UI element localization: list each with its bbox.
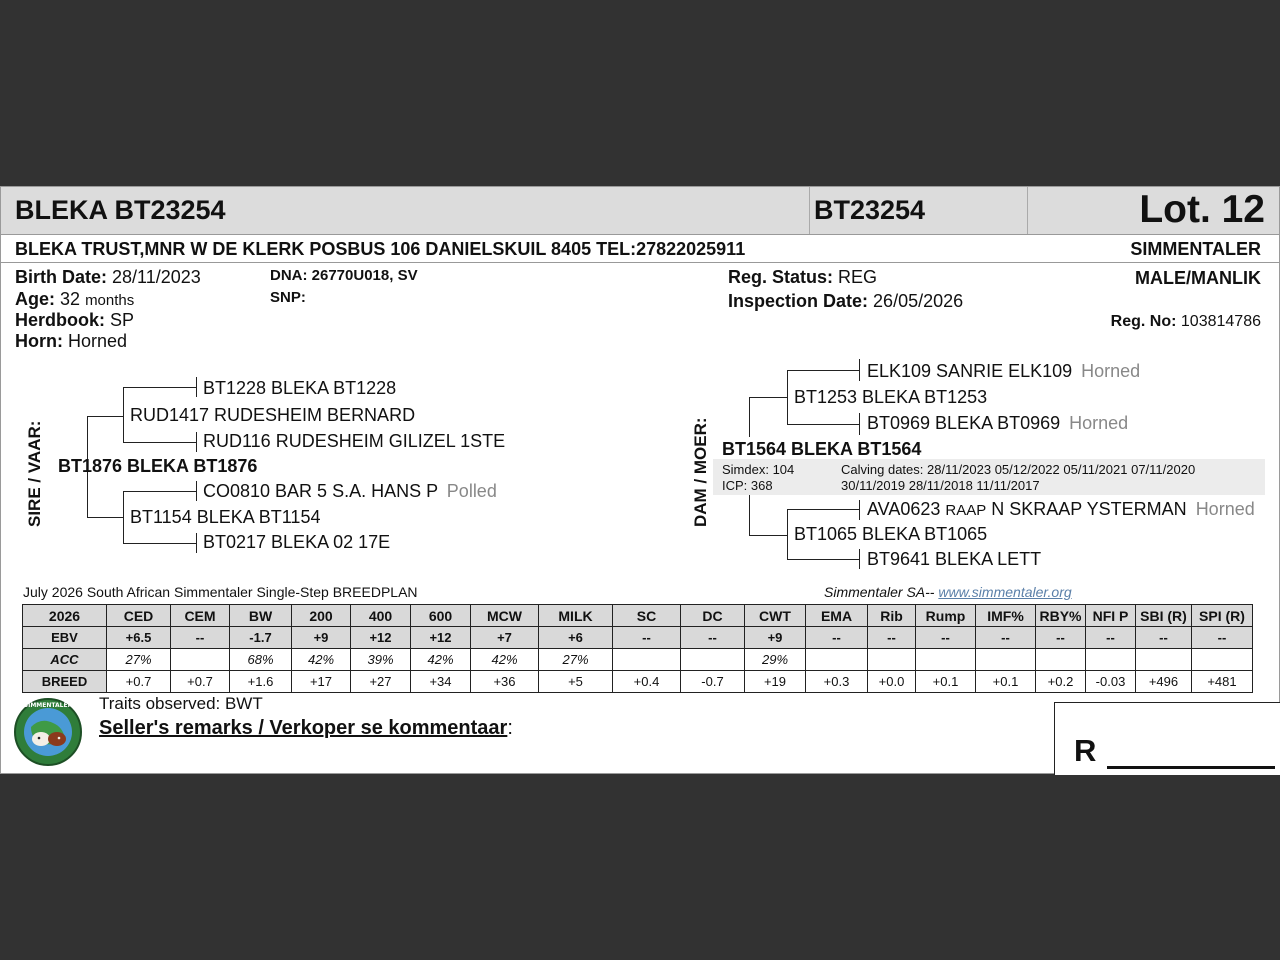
table-cell: -- — [1036, 627, 1086, 649]
divider — [1, 262, 1279, 263]
connector — [87, 517, 123, 518]
calving-dates-continued: 30/11/2019 28/11/2018 11/11/2017 — [841, 478, 1040, 493]
table-cell: DC — [681, 605, 745, 627]
sire-dam-sire-horn: Polled — [446, 481, 497, 501]
table-cell: +0.4 — [613, 671, 681, 693]
dam: BT1564 BLEKA BT1564 — [722, 439, 922, 459]
table-cell: +34 — [411, 671, 471, 693]
lot-number: Lot. 12 — [1139, 188, 1265, 231]
table-cell: -- — [613, 627, 681, 649]
table-cell: +0.7 — [171, 671, 230, 693]
table-cell: 29% — [745, 649, 806, 671]
connector — [859, 549, 860, 569]
sire-dam-sire — [203, 481, 497, 502]
sire-sire-sire: BT1228 BLEKA BT1228 — [203, 378, 397, 398]
icp: ICP: 368 — [722, 478, 773, 493]
animal-name: BLEKA BT23254 — [15, 195, 226, 225]
table-cell: 39% — [351, 649, 411, 671]
simmentaler-logo-icon — [13, 697, 83, 767]
reg-no-value: 103814786 — [1180, 313, 1261, 330]
logo-text: SIMMENTALER — [23, 702, 73, 709]
table-cell: +0.0 — [868, 671, 916, 693]
age-label: Age: — [15, 289, 55, 309]
reg-status-value: REG — [838, 267, 878, 287]
table-cell — [976, 649, 1036, 671]
price-box — [1054, 702, 1280, 775]
table-cell: +496 — [1136, 671, 1192, 693]
birth-date-label: Birth Date: — [15, 267, 108, 287]
horn-label: Horn: — [15, 331, 63, 351]
dam-dam-dam: BT9641 BLEKA LETT — [867, 549, 1042, 569]
table-cell — [1036, 649, 1086, 671]
connector — [749, 397, 750, 437]
birth-date-value: 28/11/2023 — [112, 267, 201, 287]
connector — [196, 533, 197, 553]
inspection-label: Inspection Date: — [728, 291, 869, 311]
sire-sire: RUD1417 RUDESHEIM BERNARD — [130, 405, 416, 425]
dam-sire-dam-horn: Horned — [1069, 413, 1129, 433]
dam-dam-sire-id: AVA0623 — [867, 499, 941, 519]
connector — [859, 359, 860, 381]
dam-side-label: DAM / MOER: — [691, 417, 710, 527]
table-cell: +0.7 — [107, 671, 171, 693]
ebv-table — [22, 604, 1253, 693]
table-cell: +12 — [351, 627, 411, 649]
dam-dam-sire-prefix: RAAP — [945, 502, 987, 519]
connector — [123, 543, 196, 544]
table-cell: +7 — [471, 627, 539, 649]
connector — [196, 481, 197, 501]
table-cell: 2026 — [23, 605, 107, 627]
connector — [787, 370, 859, 371]
connector — [196, 377, 197, 397]
dam-sire-sire — [867, 361, 1140, 382]
sire-side-label: SIRE / VAAR: — [25, 420, 44, 527]
table-cell: Rib — [868, 605, 916, 627]
price-input-line[interactable] — [1107, 766, 1275, 769]
sire-dam-sire-name: CO0810 BAR 5 S.A. HANS P — [203, 481, 438, 501]
simdex: Simdex: 104 — [722, 462, 795, 477]
table-cell — [681, 649, 745, 671]
table-cell: +27 — [351, 671, 411, 693]
table-cell: +12 — [411, 627, 471, 649]
table-cell: BREED — [23, 671, 107, 693]
table-cell: +17 — [292, 671, 351, 693]
snp-info: SNP: — [270, 289, 306, 306]
age — [15, 289, 134, 310]
breedplan-caption: July 2026 South African Simmentaler Single-Step BREEDPLAN — [23, 584, 418, 600]
table-cell: +9 — [745, 627, 806, 649]
table-cell: 27% — [539, 649, 613, 671]
connector — [123, 387, 196, 388]
connector — [859, 413, 860, 435]
table-cell: BW — [230, 605, 292, 627]
table-cell: 42% — [471, 649, 539, 671]
table-cell — [613, 649, 681, 671]
dam-dam-sire — [867, 499, 1255, 520]
price-prefix: R — [1074, 733, 1097, 768]
reg-status-label: Reg. Status: — [728, 267, 834, 287]
table-cell: EMA — [806, 605, 868, 627]
source-prefix: Simmentaler SA-- — [824, 584, 935, 600]
table-cell: -- — [916, 627, 976, 649]
calving-dates: Calving dates: 28/11/2023 05/12/2022 05/11/2021 07/11/2020 — [841, 462, 1196, 477]
connector — [196, 432, 197, 452]
age-unit: months — [85, 292, 135, 309]
herdbook-value: SP — [110, 310, 135, 330]
table-cell: -- — [171, 627, 230, 649]
connector — [749, 535, 787, 536]
table-cell: +0.1 — [976, 671, 1036, 693]
table-cell: CWT — [745, 605, 806, 627]
remarks-colon: : — [507, 717, 513, 739]
header-divider — [809, 187, 810, 234]
age-value: 32 — [60, 289, 81, 309]
table-cell: 42% — [292, 649, 351, 671]
table-cell: +0.2 — [1036, 671, 1086, 693]
horn-value: Horned — [68, 331, 128, 351]
table-cell: +0.3 — [806, 671, 868, 693]
dam-info-box — [713, 459, 1265, 495]
reg-no-label: Reg. No: — [1110, 313, 1177, 330]
header-divider — [1027, 187, 1028, 234]
connector — [123, 491, 124, 543]
table-cell: SBI (R) — [1136, 605, 1192, 627]
table-cell: +6 — [539, 627, 613, 649]
table-cell: -- — [806, 627, 868, 649]
dam-sire-sire-name: ELK109 SANRIE ELK109 — [867, 361, 1073, 381]
connector — [123, 387, 124, 442]
acc-row — [23, 649, 1253, 671]
table-cell: +1.6 — [230, 671, 292, 693]
ebv-header-row — [23, 605, 1253, 627]
dam-sire: BT1253 BLEKA BT1253 — [794, 387, 988, 407]
table-cell: -- — [1136, 627, 1192, 649]
traits-observed: Traits observed: BWT — [99, 694, 263, 713]
table-cell — [171, 649, 230, 671]
table-cell: -- — [1086, 627, 1136, 649]
connector — [749, 495, 750, 535]
dam-sire-sire-horn: Horned — [1081, 361, 1141, 381]
table-cell: -- — [1192, 627, 1253, 649]
remarks-label: Seller's remarks / Verkoper se kommentaar — [99, 717, 508, 739]
sire-dam-dam: BT0217 BLEKA 02 17E — [203, 532, 391, 552]
dam-dam-sire-name: N SKRAAP YSTERMAN — [991, 499, 1187, 519]
table-cell: +19 — [745, 671, 806, 693]
table-cell: SPI (R) — [1192, 605, 1253, 627]
table-cell — [1192, 649, 1253, 671]
sire: BT1876 BLEKA BT1876 — [58, 456, 258, 476]
table-cell: 400 — [351, 605, 411, 627]
table-cell: CED — [107, 605, 171, 627]
header-bar — [1, 187, 1279, 235]
table-cell: 600 — [411, 605, 471, 627]
table-cell: NFI P — [1086, 605, 1136, 627]
table-cell: -0.03 — [1086, 671, 1136, 693]
dam-sire-dam-name: BT0969 BLEKA BT0969 — [867, 413, 1061, 433]
owner-line: BLEKA TRUST,MNR W DE KLERK POSBUS 106 DANIELSKUIL 8405 TEL:27822025911 — [15, 239, 746, 259]
herdbook — [15, 310, 134, 331]
table-cell: -1.7 — [230, 627, 292, 649]
birth-date — [15, 267, 201, 288]
table-cell: 200 — [292, 605, 351, 627]
connector — [859, 500, 860, 520]
lot-card — [0, 186, 1280, 774]
table-cell: 42% — [411, 649, 471, 671]
table-cell: +5 — [539, 671, 613, 693]
website-link[interactable]: www.simmentaler.org — [938, 584, 1072, 600]
dam-sire-dam — [867, 413, 1128, 434]
table-cell: 68% — [230, 649, 292, 671]
dna-info: DNA: 26770U018, SV — [270, 267, 418, 284]
table-cell: -- — [681, 627, 745, 649]
table-cell: RBY% — [1036, 605, 1086, 627]
dam-dam: BT1065 BLEKA BT1065 — [794, 524, 988, 544]
connector — [123, 442, 196, 443]
horn — [15, 331, 127, 352]
table-cell — [806, 649, 868, 671]
table-cell: CEM — [171, 605, 230, 627]
sex: MALE/MANLIK — [1135, 268, 1261, 288]
table-cell: MCW — [471, 605, 539, 627]
table-cell: Rump — [916, 605, 976, 627]
inspection-value: 26/05/2026 — [873, 291, 964, 311]
inspection-date — [728, 291, 963, 312]
breedplan-source — [824, 584, 1072, 600]
ebv-row — [23, 627, 1253, 649]
breed-row — [23, 671, 1253, 693]
connector — [787, 509, 859, 510]
sire-sire-dam: RUD116 RUDESHEIM GILIZEL 1STE — [203, 431, 506, 451]
reg-number — [1111, 313, 1261, 331]
table-cell: +0.1 — [916, 671, 976, 693]
connector — [787, 509, 788, 559]
table-cell: -- — [976, 627, 1036, 649]
table-cell: +6.5 — [107, 627, 171, 649]
table-cell — [868, 649, 916, 671]
connector — [749, 397, 787, 398]
breed-name: SIMMENTALER — [1130, 239, 1261, 259]
connector — [87, 416, 123, 417]
connector — [787, 370, 788, 424]
table-cell: 27% — [107, 649, 171, 671]
dam-dam-sire-horn: Horned — [1195, 499, 1255, 519]
table-cell: +36 — [471, 671, 539, 693]
connector — [123, 491, 196, 492]
table-cell: -- — [868, 627, 916, 649]
table-cell: SC — [613, 605, 681, 627]
registration-id: BT23254 — [814, 195, 926, 225]
table-cell: +9 — [292, 627, 351, 649]
table-cell: EBV — [23, 627, 107, 649]
table-cell — [916, 649, 976, 671]
connector — [787, 559, 859, 560]
reg-status — [728, 267, 877, 288]
table-cell: +481 — [1192, 671, 1253, 693]
table-cell: IMF% — [976, 605, 1036, 627]
table-cell — [1136, 649, 1192, 671]
table-cell: MILK — [539, 605, 613, 627]
table-cell — [1086, 649, 1136, 671]
sire-dam: BT1154 BLEKA BT1154 — [130, 507, 321, 527]
table-cell: ACC — [23, 649, 107, 671]
herdbook-label: Herdbook: — [15, 310, 105, 330]
table-cell: -0.7 — [681, 671, 745, 693]
connector — [787, 424, 859, 425]
sellers-remarks-heading — [99, 717, 513, 740]
